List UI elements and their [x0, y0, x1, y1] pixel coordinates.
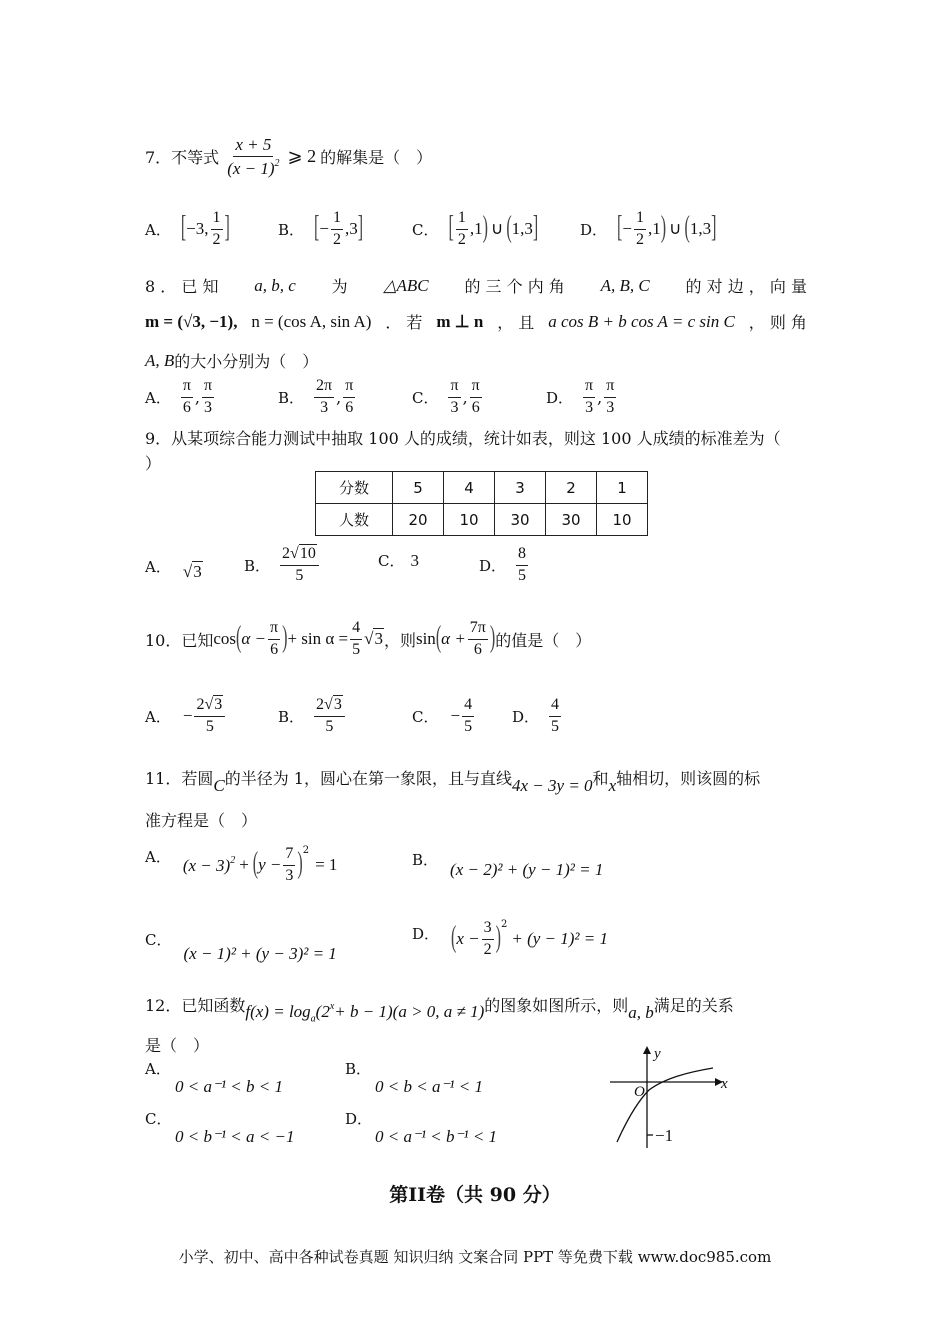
q10-sqrt3: √3 [364, 629, 383, 649]
q8-line3 [145, 349, 318, 372]
q8-option-d: D． $\frac{\pi}{3}$ , $\frac{\pi}{3}$ [546, 377, 615, 416]
q7-c-label: C． [412, 220, 439, 239]
q7-d-rbracket2: ] [711, 212, 717, 245]
q10-four: 4 [350, 620, 362, 640]
q11-a-plus: + [239, 855, 249, 875]
q10-d-num: 4 [549, 697, 561, 717]
q8-d-n1: π [583, 378, 595, 398]
q8-d-n2: π [604, 378, 616, 398]
q8-ab: A, B [145, 350, 175, 370]
q12-function-graph [605, 1040, 745, 1150]
q11-option-d [412, 920, 608, 959]
q7-stem [145, 136, 432, 178]
q10-b-den: 5 [325, 717, 334, 735]
q11-b-label: B． [412, 850, 439, 869]
q11-c-label: C． [145, 930, 172, 949]
q12-option-d [345, 1108, 497, 1147]
q10-prefix: 10．已知 [145, 630, 214, 650]
q12-stem [145, 985, 734, 1024]
q12-option-c [145, 1108, 294, 1147]
q10-pi: π [268, 620, 280, 640]
q7-a-label: A． [145, 220, 171, 239]
q8-wei: 为 [331, 277, 348, 296]
q7-b-num: 1 [331, 210, 343, 230]
table-header-cell: 分数 [316, 472, 393, 504]
q7-b-right: ,3 [344, 219, 358, 239]
q8-d-d2: 3 [606, 398, 615, 416]
q8-a-label: A． [145, 388, 171, 407]
q8-suffix: 的 对 边 ， 向 量 [685, 277, 807, 296]
q8-vector-n: n = (cos A, sin A) [251, 311, 372, 331]
table-row [316, 504, 648, 536]
q8-b-frac2 [343, 378, 355, 417]
q7-d-num: 1 [634, 210, 646, 230]
q10-b-rad: 3 [333, 696, 342, 713]
q7-d-frac [634, 210, 646, 249]
q12-prefix: 12．已知函数 [145, 996, 246, 1016]
q11-a-pre [183, 855, 235, 876]
table-cell: 10 [444, 504, 495, 536]
q8-c-frac2 [470, 378, 482, 417]
q10-b-label: B． [278, 707, 305, 726]
q11-mid: 的半径为 1，圆心在第一象限，且与直线 [224, 768, 512, 788]
q9-a-radicand: 3 [193, 562, 202, 581]
q10-d-label: D． [512, 707, 540, 726]
table-cell: 2 [546, 472, 597, 504]
q10-cos: cos [213, 629, 237, 649]
q12-b-expr: 0 < b < a⁻¹ < 1 [375, 1077, 483, 1096]
q8-ruo: ． 若 [385, 313, 423, 332]
q7-suffix: 的解集是（ ） [320, 148, 433, 168]
table-row [316, 472, 648, 504]
q12-c-expr: 0 < b⁻¹ < a < −1 [175, 1127, 295, 1146]
q8-b-label: B． [278, 388, 305, 407]
q8-vector-m: m = (√3, −1), [145, 311, 238, 331]
q9-b-num: 2√10 [280, 546, 319, 566]
q7-c-right: ,1 [469, 219, 483, 239]
q7-a-left: −3, [186, 219, 209, 239]
q7-a-num: 1 [211, 210, 223, 230]
q8-a-n2: π [202, 378, 214, 398]
q7-option-d [580, 210, 716, 249]
table-cell: 4 [444, 472, 495, 504]
q10-a-label: A． [145, 707, 171, 726]
q9-b-radicand: 10 [299, 545, 316, 562]
q10-a-den: 5 [205, 717, 214, 735]
q10-c-den: 5 [464, 717, 473, 735]
q11-suffix: 轴相切，则该圆的标 [616, 768, 761, 788]
q7-d-left: − [622, 219, 632, 239]
q11-d-num: 3 [482, 920, 494, 940]
q11-stem [145, 758, 760, 796]
q8-b-frac1 [314, 378, 334, 417]
q9-b-coef: 2 [282, 545, 291, 562]
q11-option-b [412, 850, 603, 880]
q8-d-d1: 3 [585, 398, 594, 416]
q8-option-c: C． $\frac{\pi}{3}$ , $\frac{\pi}{6}$ [412, 377, 480, 416]
q8-perp: m ⊥ n [436, 311, 484, 331]
q10-c-label: C． [412, 707, 439, 726]
q7-d-lbracket: [ [617, 212, 623, 245]
q10-option-a [145, 697, 227, 736]
q11-a-num: 7 [283, 846, 295, 866]
q8-c-d1: 3 [450, 398, 459, 416]
q12-func [245, 1001, 484, 1024]
q7-d-union: ∪ [669, 219, 682, 239]
q10-rparen2: ) [489, 622, 496, 655]
q10-c-num: 4 [462, 697, 474, 717]
q7-c-tail: 1,3 [511, 219, 533, 239]
q11-a-pre-text: (x − 3) [182, 855, 231, 875]
q7-c-num: 1 [456, 210, 468, 230]
q7-option-c [412, 210, 538, 249]
q7-b-rbracket: ] [357, 212, 364, 245]
q10-a-frac [194, 697, 225, 736]
q9-b-label: B． [244, 556, 271, 575]
minus-one-label: −1 [655, 1126, 674, 1145]
q11-C: C [213, 776, 225, 795]
q8-a-d1: 6 [182, 398, 191, 416]
q8-ze: ， 则 角 [748, 313, 807, 332]
q8-a-frac2 [202, 378, 214, 417]
q7-c-rparen: ) [482, 212, 488, 245]
q8-c-n1: π [448, 378, 460, 398]
q7-d-den: 2 [635, 230, 644, 248]
q12-func-exp: x [329, 1001, 335, 1012]
q12-d-expr: 0 < a⁻¹ < b⁻¹ < 1 [375, 1127, 498, 1146]
q11-a-sq1: 2 [230, 854, 236, 866]
q11-c-expr: (x − 1)² + (y − 3)² = 1 [183, 944, 337, 963]
q10-7pi-frac [468, 620, 488, 659]
q11-x: x [608, 776, 617, 795]
q11-d-x: x − [456, 929, 480, 949]
q10-plus-sin: + sin α = [287, 629, 349, 649]
q9-score-table [315, 471, 648, 536]
q10-c-sign: − [450, 706, 461, 726]
q9-d-label: D． [479, 556, 507, 575]
q9-option-c [378, 550, 419, 571]
q8-d-frac1 [583, 378, 595, 417]
q9-d-frac [516, 546, 528, 585]
q9-option-d [479, 546, 530, 585]
q11-d-den: 2 [483, 940, 492, 958]
q8-abc: a, b, c [254, 275, 296, 295]
q9-option-a [145, 550, 203, 582]
q11-option-a [145, 846, 337, 885]
q10-b-num: 2√3 [314, 697, 345, 717]
q12-func-rest: (2 [315, 1002, 330, 1021]
q8-b-n2: π [343, 378, 355, 398]
q10-five: 5 [352, 640, 361, 658]
q7-d-lparen2: ( [684, 212, 690, 245]
q7-c-rbracket2: ] [532, 212, 539, 245]
q10-a-sign: − [182, 706, 193, 726]
q11-a-lparen: ( [252, 848, 259, 881]
table-header-cell: 人数 [316, 504, 393, 536]
q10-radicand: 3 [374, 629, 383, 649]
q12-suffix: 满足的关系 [653, 996, 734, 1016]
q11-a-label: A． [145, 847, 171, 866]
q7-c-lbracket: [ [448, 212, 454, 245]
q8-c-n2: π [470, 378, 482, 398]
q10-b-coef: 2 [316, 696, 325, 713]
q8-line2 [145, 310, 807, 333]
q12-option-b [345, 1058, 483, 1097]
q10-suffix: 的值是（ ） [495, 630, 592, 650]
q7-b-den: 2 [332, 230, 341, 248]
q11-he: 和 [592, 768, 609, 788]
table-cell: 3 [495, 472, 546, 504]
q7-b-left: − [319, 219, 329, 239]
q10-alpha-plus: α + [441, 629, 466, 649]
q9-d-num: 8 [516, 546, 528, 566]
q7-frac-den [225, 157, 281, 178]
q10-option-d [512, 697, 563, 736]
q7-b-label: B． [278, 220, 305, 239]
q10-ze: ，则 [383, 630, 416, 650]
origin-label: O [634, 1084, 645, 1100]
q10-a-rad: 3 [214, 696, 223, 713]
q11-option-c [145, 926, 337, 964]
page-footer: 小学、初中、高中各种试卷真题 知识归纳 文案合同 PPT 等免费下载 www.doc985.com [178, 1248, 772, 1266]
q12-func-log: f(x) = log [245, 1002, 311, 1021]
q12-d-label: D． [345, 1110, 373, 1128]
q11-d-label: D． [412, 924, 440, 943]
q8-c-d2: 6 [471, 398, 480, 416]
q7-d-right: ,1 [647, 219, 661, 239]
table-cell: 5 [393, 472, 444, 504]
q9-b-frac [280, 546, 319, 585]
section-heading: 第II卷（共 90 分） [389, 1184, 561, 1206]
q10-option-b [278, 697, 347, 736]
q11-line-eq: 4x − 3y = 0 [512, 776, 593, 795]
q12-ab: a, b [628, 1002, 654, 1022]
q7-d-label: D． [580, 220, 608, 239]
q12-option-a [145, 1058, 283, 1097]
q7-d-rparen: ) [660, 212, 667, 245]
q12-func-tail: + b − 1)(a > 0, a ≠ 1) [334, 1002, 485, 1021]
q10-b-frac [314, 697, 345, 736]
q8-a-n1: π [181, 378, 193, 398]
q11-a-sq2: 2 [302, 844, 310, 856]
q11-line2: 准方程是（ ） [145, 811, 258, 830]
q8-d-frac2 [604, 378, 616, 417]
q7-a-frac [211, 210, 223, 249]
q12-func-base: a [310, 1013, 316, 1025]
q10-four-fifths [350, 620, 362, 659]
q9-option-b [244, 546, 321, 585]
q11-a-rparen: ) [297, 848, 303, 881]
q11-d-frac [482, 920, 494, 959]
q7-c-frac [456, 210, 468, 249]
q11-a-frac [283, 846, 295, 885]
q7-option-b [278, 210, 363, 249]
q10-lparen1: ( [236, 622, 242, 655]
q7-c-lparen2: ( [506, 212, 512, 245]
q7-fraction [225, 136, 281, 178]
q10-pi-frac [268, 620, 280, 659]
q10-d-den: 5 [551, 717, 560, 735]
q9-line1: 9．从某项综合能力测试中抽取 100 人的成绩，统计如表，则这 100 人成绩的标准差为（ [145, 429, 781, 448]
q11-b-expr: (x − 2)² + (y − 1)² = 1 [450, 860, 604, 879]
y-axis-arrow-icon [643, 1046, 651, 1054]
q10-alpha-minus: α − [241, 629, 267, 649]
q12-a-label: A． [145, 1060, 171, 1078]
q12-mid: 的图象如图所示，则 [484, 996, 629, 1016]
q7-frac-den-base: (x − 1) [227, 158, 275, 178]
q7-b-frac [331, 210, 343, 249]
table-cell: 30 [546, 504, 597, 536]
q10-a-coef: 2 [196, 696, 205, 713]
y-axis-label: y [654, 1046, 661, 1062]
q9-d-den: 5 [518, 566, 527, 584]
q8-c-frac1 [448, 378, 460, 417]
q7-a-den: 2 [212, 230, 221, 248]
q8-c-label: C． [412, 388, 439, 407]
q8-b-d2: 6 [345, 398, 354, 416]
q8-qie: ， 且 [497, 313, 535, 332]
q10-d-frac [549, 697, 561, 736]
q7-a-lbracket: [ [180, 212, 187, 245]
q9-c-value: 3 [410, 550, 419, 570]
q8-d-label: D． [546, 388, 574, 407]
q8-a-frac1 [181, 378, 193, 417]
q11-prefix: 11．若圆 [145, 768, 214, 788]
q10-lparen2: ( [435, 622, 442, 655]
q8-b-d1: 3 [320, 398, 329, 416]
table-cell: 20 [393, 504, 444, 536]
x-axis-label: x [721, 1076, 728, 1092]
q11-a-eq: = 1 [315, 855, 338, 875]
q8-line3-text: 的大小分别为（ ） [174, 352, 319, 371]
q9-a-value: √3 [182, 562, 202, 581]
q10-sin: sin [415, 629, 436, 649]
q12-b-label: B． [345, 1060, 372, 1078]
q12-a-expr: 0 < a⁻¹ < b < 1 [175, 1077, 283, 1096]
q8-line1 [145, 274, 807, 297]
q11-a-den: 3 [285, 866, 294, 884]
q8-b-n1: 2π [314, 378, 334, 398]
q10-c-frac [462, 697, 474, 736]
q8-option-b: B． $\frac{2\pi}{3}$ , $\frac{\pi}{6}$ [278, 377, 354, 416]
q12-c-label: C． [145, 1110, 172, 1128]
q10-option-c [412, 697, 476, 736]
q9-b-den: 5 [295, 566, 304, 584]
table-cell: 10 [597, 504, 648, 536]
q11-d-lparen: ( [451, 922, 457, 955]
table-cell: 1 [597, 472, 648, 504]
q8-angles: A, B, C [600, 275, 650, 295]
q11-d-tail: + (y − 1)² = 1 [511, 929, 608, 949]
q12-line2: 是（ ） [145, 1036, 210, 1055]
q7-frac-den-exp: 2 [274, 157, 280, 169]
q9-a-label: A． [145, 557, 171, 576]
q7-a-rbracket: ] [224, 212, 230, 245]
q7-c-union: ∪ [490, 219, 504, 239]
q8-option-a: A． $\frac{\pi}{6}$ , $\frac{\pi}{3}$ [145, 377, 213, 416]
q10-stem [145, 620, 591, 659]
q11-d-rparen: ) [495, 922, 501, 955]
q9-c-label: C． [378, 552, 405, 570]
q8-prefix: 8 ． 已 知 [145, 277, 219, 296]
q8-triangle: △ABC [383, 275, 429, 295]
q10-7pi: 7π [468, 620, 488, 640]
q10-rparen1: ) [282, 622, 288, 655]
q8-equation: a cos B + b cos A = c sin C [548, 311, 735, 331]
q7-relation: ⩾ 2 [287, 146, 317, 167]
q7-d-tail: 1,3 [689, 219, 712, 239]
q11-a-y: y − [258, 855, 282, 875]
q7-option-a [145, 210, 230, 249]
q10-a-num: 2√3 [194, 697, 225, 717]
table-cell: 30 [495, 504, 546, 536]
q7-c-den: 2 [457, 230, 466, 248]
q11-d-sq: 2 [500, 918, 508, 930]
q8-mid: 的 三 个 内 角 [464, 277, 565, 296]
q10-six: 6 [270, 640, 279, 658]
q7-prefix: 7．不等式 [145, 148, 220, 168]
q7-frac-num: x + 5 [233, 136, 273, 157]
q9-line2: ） [145, 454, 162, 473]
q7-b-lbracket: [ [314, 212, 320, 245]
q8-a-d2: 3 [204, 398, 213, 416]
q10-six2: 6 [473, 640, 482, 658]
